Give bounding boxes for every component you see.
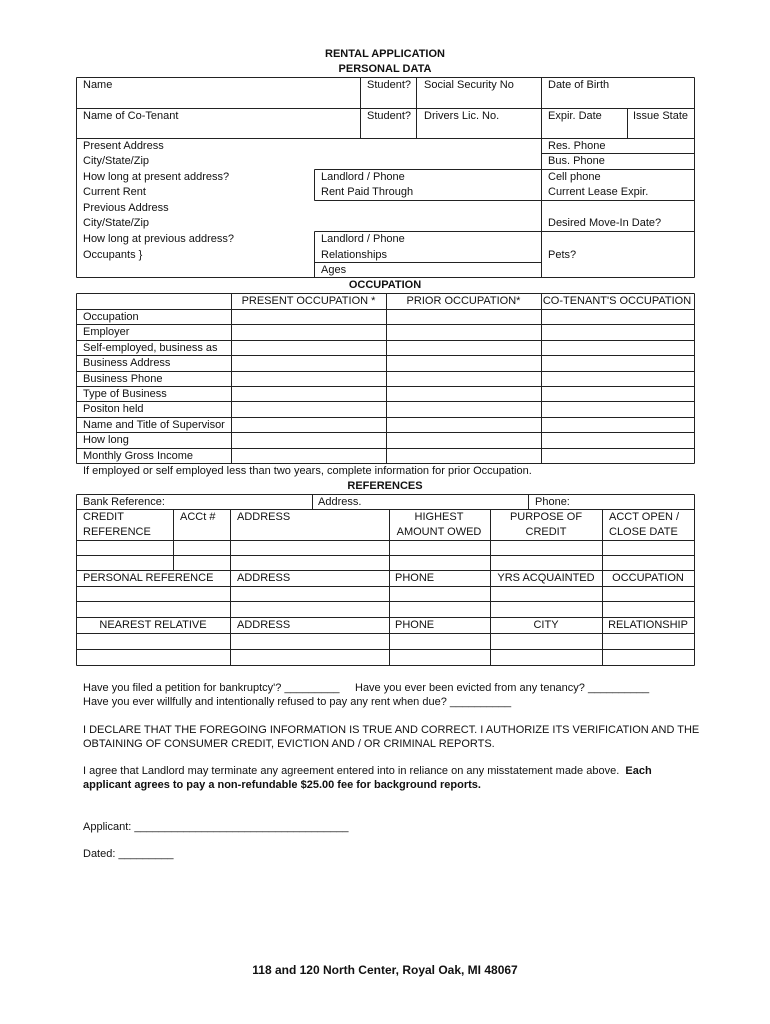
lease-expir-label: Current Lease Expir.: [548, 186, 649, 198]
relationships-label: Relationships: [321, 249, 388, 261]
reference-header: REFERENCE: [83, 526, 151, 538]
relationship-header: RELATIONSHIP: [608, 619, 688, 631]
occ-row-label: Business Phone: [83, 373, 163, 385]
nearest-relative-header: NEAREST RELATIVE: [99, 619, 207, 631]
yrs-acquainted-header: YRS ACQUAINTED: [497, 572, 595, 584]
city-state-zip-label: City/State/Zip: [83, 155, 150, 167]
expir-date-label: Expir. Date: [548, 110, 602, 122]
pets-label: Pets?: [548, 249, 577, 261]
move-in-label: Desired Move-In Date?: [548, 217, 662, 229]
occ-row-label: Name and Title of Supervisor: [83, 419, 225, 431]
personal-data-heading: PERSONAL DATA: [338, 63, 432, 75]
phone-header-2: PHONE: [395, 619, 435, 631]
issue-state-label: Issue State: [633, 110, 689, 122]
col-present-occupation: PRESENT OCCUPATION *: [241, 295, 376, 307]
bank-reference-label: Bank Reference:: [83, 496, 165, 508]
refused-rent-question: Have you ever willfully and intentionally refused to pay any rent when due? __________: [83, 696, 512, 708]
occupation-header: OCCUPATION: [612, 572, 684, 584]
address-header: ADDRESS: [237, 511, 291, 523]
ssn-label: Social Security No: [424, 79, 514, 91]
highest-header: HIGHEST: [414, 511, 464, 523]
occ-row-label: Self-employed, business as: [83, 342, 218, 354]
occ-row-label: Occupation: [83, 311, 139, 323]
amount-owed-header: AMOUNT OWED: [396, 526, 482, 538]
occ-row-label: How long: [83, 434, 129, 446]
occupation-heading: OCCUPATION: [348, 279, 422, 291]
credit-header: CREDIT: [83, 511, 124, 523]
city-header: CITY: [533, 619, 559, 631]
purpose-credit-header: CREDIT: [525, 526, 567, 538]
applicant-signature-line: Applicant: ___________________________________: [83, 821, 349, 833]
form-title: RENTAL APPLICATION: [325, 48, 445, 60]
personal-reference-header: PERSONAL REFERENCE: [83, 572, 214, 584]
occ-row-label: Type of Business: [83, 388, 167, 400]
present-address-label: Present Address: [83, 140, 164, 152]
occupants-label: Occupants }: [83, 249, 143, 261]
cell-phone-label: Cell phone: [548, 171, 601, 183]
agreement-fee: Each applicant agrees to pay a non-refundable $25.00 fee for background reports.: [83, 765, 652, 791]
col-cotenant-occupation: CO-TENANT'S OCCUPATION: [542, 295, 692, 307]
occ-row-label: Employer: [83, 326, 130, 338]
phone-header: PHONE: [395, 572, 435, 584]
purpose-of-header: PURPOSE OF: [509, 511, 583, 523]
agreement-main: I agree that Landlord may terminate any agreement entered into in reliance on any misstatement made above.: [83, 765, 620, 777]
name-label: Name: [83, 79, 113, 91]
acct-open-header: ACCT OPEN /: [609, 511, 680, 523]
bus-phone-label: Bus. Phone: [548, 155, 605, 167]
dob-label: Date of Birth: [548, 79, 610, 91]
rent-paid-label: Rent Paid Through: [321, 186, 414, 198]
close-date-header: CLOSE DATE: [609, 526, 678, 538]
occ-row-label: Monthly Gross Income: [83, 450, 194, 462]
bank-phone-label: Phone:: [535, 496, 570, 508]
how-long-present-label: How long at present address?: [83, 171, 230, 183]
footer-address: 118 and 120 North Center, Royal Oak, MI 48067: [252, 963, 518, 977]
col-prior-occupation: PRIOR OCCUPATION*: [406, 295, 521, 307]
landlord-phone-label-2: Landlord / Phone: [321, 233, 405, 245]
how-long-previous-label: How long at previous address?: [83, 233, 235, 245]
declaration-text: I DECLARE THAT THE FOREGOING INFORMATION IS TRUE AND CORRECT. I AUTHORIZE ITS VERIFICATION AND THE OBTAINING OF CONSUMER CREDIT, EVICTION AND / OR CRIMINAL REPORTS.: [83, 724, 700, 750]
address-header-3: ADDRESS: [237, 619, 291, 631]
occupation-note: If employed or self employed less than two years, complete information for prior Occupation.: [83, 465, 532, 477]
address-header-2: ADDRESS: [237, 572, 291, 584]
dated-line: Dated: _________: [83, 848, 174, 860]
references-heading: REFERENCES: [347, 480, 423, 492]
student-label: Student?: [367, 79, 412, 91]
occ-row-label: Business Address: [83, 357, 171, 369]
res-phone-label: Res. Phone: [548, 140, 606, 152]
acct-header: ACCt #: [180, 511, 216, 523]
current-rent-label: Current Rent: [83, 186, 146, 198]
landlord-phone-label: Landlord / Phone: [321, 171, 405, 183]
previous-address-label: Previous Address: [83, 202, 169, 214]
bankruptcy-question: Have you filed a petition for bankruptcy'? _________: [83, 682, 340, 694]
cotenant-label: Name of Co-Tenant: [83, 110, 179, 122]
evicted-question: Have you ever been evicted from any tenancy? __________: [355, 682, 650, 694]
ages-label: Ages: [321, 264, 347, 276]
city-state-zip-label-2: City/State/Zip: [83, 217, 150, 229]
agreement-text: [83, 764, 703, 792]
student-label-2: Student?: [367, 110, 412, 122]
drivers-lic-label: Drivers Lic. No.: [424, 110, 500, 122]
bank-address-label: Address.: [318, 496, 362, 508]
occ-row-label: Positon held: [83, 403, 144, 415]
